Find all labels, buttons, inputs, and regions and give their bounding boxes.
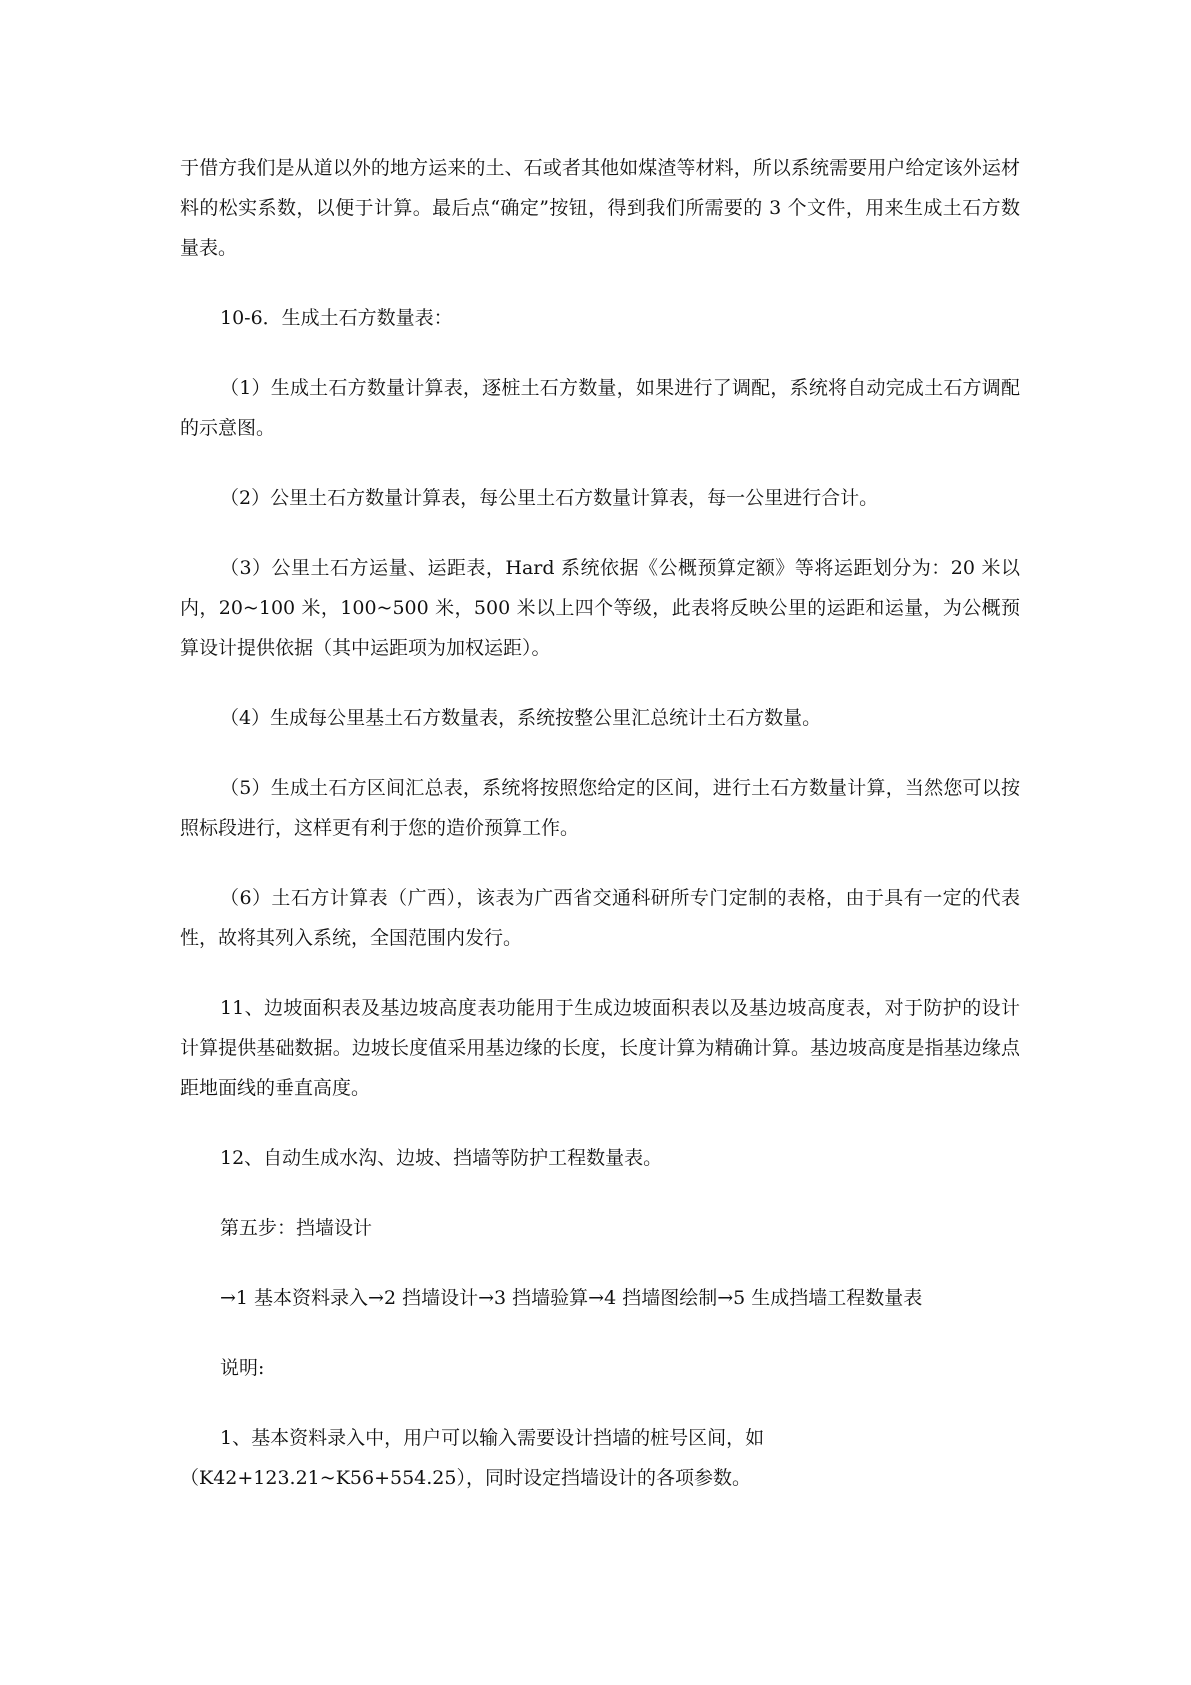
note-item-1: 1、基本资料录入中，用户可以输入需要设计挡墙的桩号区间，如 — [220, 1427, 765, 1449]
paragraph-continuation: 于借方我们是从道以外的地方运来的土、石或者其他如煤渣等材料，所以系统需要用户给定该外运材料的松实系数，以便于计算。最后点“确定”按钮，得到我们所需要的 3 个文件，用来生成土石方数量表。 — [180, 157, 1020, 259]
note-item-1-continuation: （K42+123.21~K56+554.25），同时设定挡墙设计的各项参数。 — [180, 1467, 751, 1489]
paragraph-item-4: （4）生成每公里基土石方数量表，系统按整公里汇总统计土石方数量。 — [220, 707, 822, 729]
note-heading: 说明: — [220, 1357, 265, 1379]
step-five-heading: 第五步：挡墙设计 — [220, 1217, 373, 1239]
paragraph-item-3: （3）公里土石方运量、运距表，Hard 系统依据《公概预算定额》等将运距划分为：20 米以内，20~100 米，100~500 米，500 米以上四个等级，此表将反映公里的运距和运量，为公概预算设计提供依据（其中运距项为加权运距）。 — [180, 557, 1020, 659]
workflow-line: →1 基本资料录入→2 挡墙设计→3 挡墙验算→4 挡墙图绘制→5 生成挡墙工程数量表 — [220, 1287, 923, 1309]
paragraph-item-6: （6）土石方计算表（广西），该表为广西省交通科研所专门定制的表格，由于具有一定的代表性，故将其列入系统，全国范围内发行。 — [180, 887, 1020, 949]
paragraph-12: 12、自动生成水沟、边坡、挡墙等防护工程数量表。 — [220, 1147, 663, 1169]
paragraph-item-5: （5）生成土石方区间汇总表，系统将按照您给定的区间，进行土石方数量计算，当然您可以按照标段进行，这样更有利于您的造价预算工作。 — [180, 777, 1020, 839]
document-body — [180, 148, 1020, 1528]
section-heading-10-6: 10-6．生成土石方数量表： — [220, 307, 453, 329]
paragraph-item-1: （1）生成土石方数量计算表，逐桩土石方数量，如果进行了调配，系统将自动完成土石方调配的示意图。 — [180, 377, 1020, 439]
paragraph-item-2: （2）公里土石方数量计算表，每公里土石方数量计算表，每一公里进行合计。 — [220, 487, 879, 509]
paragraph-11: 11、边坡面积表及基边坡高度表功能用于生成边坡面积表以及基边坡高度表，对于防护的设计计算提供基础数据。边坡长度值采用基边缘的长度，长度计算为精确计算。基边坡高度是指基边缘点距地面线的垂直高度。 — [180, 997, 1020, 1099]
